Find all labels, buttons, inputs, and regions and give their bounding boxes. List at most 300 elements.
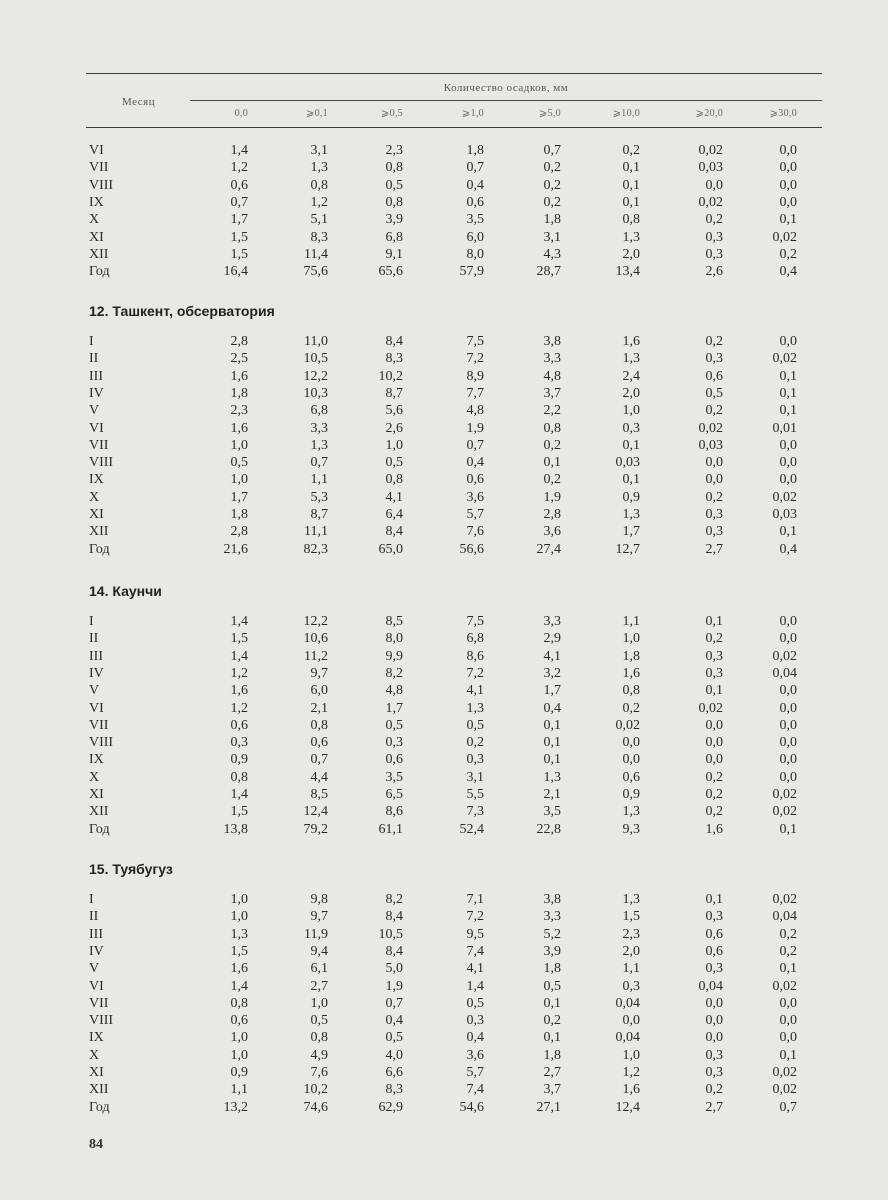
value-cell: 1,1	[230, 1082, 248, 1098]
month-cell: III	[89, 926, 103, 942]
value-cell: 0,3	[466, 1013, 484, 1029]
value-cell: 11,9	[304, 926, 328, 942]
value-cell: 0,1	[705, 614, 723, 629]
value-cell: 4,1	[385, 489, 403, 505]
value-cell: 0,2	[779, 926, 797, 942]
precipitation-header: Количество осадков, мм	[443, 82, 569, 94]
value-cell: 0,6	[385, 752, 403, 768]
value-cell: 8,2	[385, 665, 403, 681]
value-cell: 10,6	[303, 631, 328, 647]
table-row	[0, 614, 888, 631]
value-cell: 0,0	[705, 1030, 723, 1046]
value-cell: 0,2	[543, 437, 561, 453]
value-cell: 79,2	[303, 821, 328, 837]
table-row	[0, 1065, 888, 1082]
table-row	[0, 143, 888, 160]
value-cell: 22,8	[536, 821, 561, 837]
value-cell: 8,0	[385, 631, 403, 647]
value-cell: 0,5	[466, 717, 484, 733]
value-cell: 1,5	[230, 804, 248, 820]
value-cell: 13,8	[223, 821, 248, 837]
value-cell: 3,9	[385, 212, 403, 228]
value-cell: 0,0	[779, 160, 797, 176]
value-cell: 3,7	[543, 1082, 561, 1098]
value-cell: 0,04	[698, 978, 723, 994]
value-cell: 4,1	[466, 961, 484, 977]
table-row	[0, 631, 888, 648]
value-cell: 0,3	[230, 735, 248, 751]
value-cell: 0,02	[772, 787, 797, 802]
table-row	[0, 351, 888, 368]
month-cell: I	[89, 614, 94, 629]
value-cell: 0,2	[779, 943, 797, 959]
value-cell: 1,8	[543, 1047, 561, 1063]
value-cell: 0,2	[622, 700, 640, 716]
value-cell: 2,8	[230, 524, 248, 540]
month-cell: X	[89, 1047, 100, 1063]
value-cell: 0,9	[622, 787, 640, 802]
value-cell: 2,0	[622, 943, 640, 959]
value-cell: 0,6	[230, 177, 248, 193]
value-cell: 0,8	[385, 160, 403, 176]
value-cell: 27,1	[536, 1099, 561, 1115]
value-cell: 0,02	[772, 892, 797, 907]
value-cell: 0,8	[385, 194, 403, 210]
value-cell: 1,4	[230, 648, 248, 664]
table-row	[0, 701, 888, 718]
month-cell: VIII	[89, 455, 114, 471]
value-cell: 2,8	[230, 334, 248, 349]
column-header: ⩾30,0	[769, 108, 797, 119]
value-cell: 0,0	[779, 1013, 797, 1029]
value-cell: 2,9	[543, 631, 561, 647]
month-cell: I	[89, 334, 94, 349]
value-cell: 8,4	[385, 943, 403, 959]
value-cell: 0,03	[772, 507, 797, 522]
value-cell: 1,8	[466, 143, 484, 158]
value-cell: 0,02	[772, 648, 797, 664]
table-row	[0, 195, 888, 212]
value-cell: 0,02	[698, 143, 723, 158]
value-cell: 1,0	[230, 892, 248, 907]
value-cell: 2,4	[622, 368, 640, 384]
month-cell: X	[89, 769, 100, 785]
value-cell: 1,0	[385, 437, 403, 453]
value-cell: 0,7	[466, 437, 484, 453]
value-cell: 0,4	[466, 1030, 484, 1046]
value-cell: 16,4	[223, 264, 248, 280]
value-cell: 0,6	[622, 769, 640, 785]
value-cell: 0,1	[779, 368, 797, 384]
value-cell: 0,1	[543, 717, 561, 733]
value-cell: 12,2	[303, 368, 328, 384]
value-cell: 6,0	[466, 229, 484, 245]
value-cell: 2,1	[543, 787, 561, 802]
value-cell: 1,8	[622, 648, 640, 664]
month-column-header: Месяц	[122, 96, 156, 108]
value-cell: 0,3	[705, 665, 723, 681]
value-cell: 3,6	[543, 524, 561, 540]
value-cell: 4,1	[466, 683, 484, 699]
value-cell: 0,2	[705, 1082, 723, 1098]
value-cell: 9,7	[310, 665, 328, 681]
value-cell: 0,2	[779, 246, 797, 262]
value-cell: 2,7	[705, 1099, 723, 1115]
value-cell: 6,0	[310, 683, 328, 699]
value-cell: 28,7	[536, 264, 561, 280]
value-cell: 8,7	[310, 507, 328, 522]
station-title: 14. Каунчи	[89, 583, 162, 599]
table-row	[0, 961, 888, 978]
value-cell: 0,0	[779, 177, 797, 193]
value-cell: 0,8	[230, 995, 248, 1011]
value-cell: 9,3	[622, 821, 640, 837]
value-cell: 7,5	[466, 614, 484, 629]
value-cell: 1,8	[543, 961, 561, 977]
value-cell: 0,8	[310, 1030, 328, 1046]
month-cell: XI	[89, 507, 104, 522]
value-cell: 0,1	[622, 472, 640, 488]
value-cell: 2,3	[622, 926, 640, 942]
month-cell: III	[89, 368, 103, 384]
value-cell: 4,1	[543, 648, 561, 664]
value-cell: 2,0	[622, 246, 640, 262]
value-cell: 8,6	[385, 804, 403, 820]
table-row	[0, 804, 888, 821]
value-cell: 0,1	[622, 437, 640, 453]
value-cell: 1,0	[230, 1030, 248, 1046]
value-cell: 1,0	[622, 1047, 640, 1063]
value-cell: 0,1	[779, 821, 797, 837]
value-cell: 6,5	[385, 787, 403, 802]
month-cell: III	[89, 648, 103, 664]
value-cell: 0,0	[779, 700, 797, 716]
value-cell: 1,5	[230, 943, 248, 959]
value-cell: 0,3	[705, 507, 723, 522]
value-cell: 0,1	[543, 1030, 561, 1046]
value-cell: 1,6	[230, 420, 248, 436]
value-cell: 12,4	[303, 804, 328, 820]
station-title: 15. Туябугуз	[89, 861, 173, 877]
value-cell: 0,0	[705, 752, 723, 768]
month-cell: I	[89, 892, 94, 907]
value-cell: 0,1	[622, 160, 640, 176]
value-cell: 8,2	[385, 892, 403, 907]
value-cell: 1,3	[230, 926, 248, 942]
value-cell: 2,0	[622, 385, 640, 401]
value-cell: 0,0	[705, 455, 723, 471]
table-row	[0, 160, 888, 177]
value-cell: 0,5	[385, 1030, 403, 1046]
value-cell: 0,9	[230, 1065, 248, 1080]
table-row	[0, 524, 888, 541]
value-cell: 0,9	[622, 489, 640, 505]
value-cell: 13,4	[615, 264, 640, 280]
value-cell: 0,1	[705, 892, 723, 907]
value-cell: 0,0	[779, 717, 797, 733]
month-cell: V	[89, 683, 100, 699]
value-cell: 2,3	[385, 143, 403, 158]
month-cell: IV	[89, 385, 104, 401]
table-row	[0, 649, 888, 666]
value-cell: 1,0	[230, 437, 248, 453]
value-cell: 5,3	[310, 489, 328, 505]
value-cell: 2,2	[543, 403, 561, 419]
value-cell: 0,0	[779, 143, 797, 158]
value-cell: 0,0	[705, 735, 723, 751]
value-cell: 1,3	[622, 892, 640, 907]
value-cell: 1,3	[622, 804, 640, 820]
value-cell: 0,03	[698, 160, 723, 176]
month-cell: Год	[89, 1099, 110, 1115]
month-cell: IX	[89, 194, 104, 210]
value-cell: 7,6	[466, 524, 484, 540]
table-row	[0, 230, 888, 247]
value-cell: 0,0	[705, 717, 723, 733]
value-cell: 4,4	[310, 769, 328, 785]
value-cell: 0,8	[385, 472, 403, 488]
value-cell: 7,6	[310, 1065, 328, 1080]
value-cell: 8,3	[385, 1082, 403, 1098]
value-cell: 7,2	[466, 351, 484, 367]
table-top-rule	[86, 73, 822, 74]
value-cell: 1,3	[543, 769, 561, 785]
value-cell: 0,02	[772, 351, 797, 367]
value-cell: 0,2	[705, 489, 723, 505]
value-cell: 0,0	[779, 769, 797, 785]
value-cell: 0,4	[779, 264, 797, 280]
table-row	[0, 787, 888, 804]
value-cell: 1,3	[310, 160, 328, 176]
value-cell: 0,1	[779, 961, 797, 977]
value-cell: 0,2	[705, 787, 723, 802]
value-cell: 0,0	[779, 1030, 797, 1046]
month-cell: XII	[89, 524, 109, 540]
value-cell: 1,1	[622, 961, 640, 977]
value-cell: 61,1	[378, 821, 403, 837]
value-cell: 0,04	[615, 995, 640, 1011]
month-cell: XII	[89, 804, 109, 820]
table-row	[0, 1013, 888, 1030]
value-cell: 11,0	[304, 334, 328, 349]
value-cell: 82,3	[303, 541, 328, 557]
month-cell: Год	[89, 264, 110, 280]
value-cell: 3,5	[543, 804, 561, 820]
value-cell: 0,3	[622, 420, 640, 436]
value-cell: 8,9	[466, 368, 484, 384]
value-cell: 1,6	[230, 961, 248, 977]
value-cell: 0,7	[466, 160, 484, 176]
value-cell: 1,5	[622, 909, 640, 925]
month-cell: XI	[89, 787, 104, 802]
value-cell: 21,6	[223, 541, 248, 557]
value-cell: 0,0	[779, 683, 797, 699]
month-cell: VII	[89, 160, 109, 176]
value-cell: 0,8	[230, 769, 248, 785]
value-cell: 1,2	[622, 1065, 640, 1080]
value-cell: 0,0	[779, 437, 797, 453]
value-cell: 1,7	[230, 212, 248, 228]
value-cell: 0,5	[705, 385, 723, 401]
value-cell: 1,3	[622, 507, 640, 522]
month-cell: XI	[89, 1065, 104, 1080]
value-cell: 0,0	[779, 752, 797, 768]
value-cell: 0,2	[705, 631, 723, 647]
value-cell: 3,8	[543, 334, 561, 349]
value-cell: 0,1	[543, 735, 561, 751]
table-row	[0, 178, 888, 195]
month-cell: VI	[89, 978, 104, 994]
value-cell: 0,03	[698, 437, 723, 453]
value-cell: 1,0	[310, 995, 328, 1011]
value-cell: 0,2	[705, 403, 723, 419]
month-cell: VI	[89, 700, 104, 716]
value-cell: 0,04	[772, 665, 797, 681]
value-cell: 0,4	[466, 177, 484, 193]
value-cell: 0,6	[705, 943, 723, 959]
month-cell: XI	[89, 229, 104, 245]
value-cell: 0,6	[466, 194, 484, 210]
month-cell: II	[89, 909, 99, 925]
value-cell: 2,7	[705, 541, 723, 557]
value-cell: 1,4	[230, 978, 248, 994]
table-row	[0, 507, 888, 524]
value-cell: 1,6	[230, 683, 248, 699]
value-cell: 0,5	[230, 455, 248, 471]
value-cell: 1,8	[543, 212, 561, 228]
value-cell: 4,8	[466, 403, 484, 419]
table-row	[0, 770, 888, 787]
value-cell: 6,8	[310, 403, 328, 419]
value-cell: 0,2	[543, 177, 561, 193]
month-cell: II	[89, 351, 99, 367]
value-cell: 4,9	[310, 1047, 328, 1063]
value-cell: 0,8	[310, 717, 328, 733]
value-cell: 1,1	[622, 614, 640, 629]
value-cell: 8,7	[385, 385, 403, 401]
value-cell: 0,0	[705, 177, 723, 193]
table-row	[0, 264, 888, 281]
value-cell: 3,5	[466, 212, 484, 228]
value-cell: 74,6	[303, 1099, 328, 1115]
value-cell: 12,4	[615, 1099, 640, 1115]
table-row	[0, 1100, 888, 1117]
value-cell: 57,9	[459, 264, 484, 280]
value-cell: 52,4	[459, 821, 484, 837]
value-cell: 0,0	[705, 472, 723, 488]
table-row	[0, 438, 888, 455]
value-cell: 0,5	[466, 995, 484, 1011]
column-header: ⩾1,0	[461, 108, 484, 119]
value-cell: 5,7	[466, 507, 484, 522]
table-row	[0, 1030, 888, 1047]
value-cell: 0,7	[230, 194, 248, 210]
value-cell: 0,2	[705, 212, 723, 228]
table-row	[0, 1082, 888, 1099]
value-cell: 0,04	[772, 909, 797, 925]
column-header: ⩾10,0	[612, 108, 640, 119]
value-cell: 1,3	[622, 351, 640, 367]
value-cell: 1,0	[230, 1047, 248, 1063]
value-cell: 9,7	[310, 909, 328, 925]
month-cell: VII	[89, 995, 109, 1011]
value-cell: 0,3	[385, 735, 403, 751]
value-cell: 27,4	[536, 541, 561, 557]
value-cell: 0,6	[466, 472, 484, 488]
station-title: 12. Ташкент, обсерватория	[89, 303, 275, 319]
value-cell: 0,2	[705, 334, 723, 349]
column-header: ⩾5,0	[538, 108, 561, 119]
value-cell: 0,7	[543, 143, 561, 158]
table-row	[0, 455, 888, 472]
month-cell: V	[89, 403, 100, 419]
value-cell: 6,8	[466, 631, 484, 647]
value-cell: 0,7	[310, 752, 328, 768]
value-cell: 8,3	[385, 351, 403, 367]
month-cell: II	[89, 631, 99, 647]
value-cell: 0,01	[772, 420, 797, 436]
value-cell: 0,5	[385, 177, 403, 193]
month-cell: V	[89, 961, 100, 977]
value-cell: 1,0	[622, 403, 640, 419]
value-cell: 0,2	[622, 143, 640, 158]
value-cell: 8,0	[466, 246, 484, 262]
value-cell: 10,2	[303, 1082, 328, 1098]
value-cell: 3,2	[543, 665, 561, 681]
month-cell: IX	[89, 1030, 104, 1046]
month-cell: XII	[89, 246, 109, 262]
value-cell: 0,8	[622, 212, 640, 228]
month-cell: VIII	[89, 177, 114, 193]
value-cell: 0,02	[772, 1082, 797, 1098]
value-cell: 3,3	[543, 909, 561, 925]
month-cell: Год	[89, 541, 110, 557]
value-cell: 0,2	[705, 769, 723, 785]
value-cell: 5,5	[466, 787, 484, 802]
table-row	[0, 683, 888, 700]
table-row	[0, 944, 888, 961]
column-header: ⩾20,0	[695, 108, 723, 119]
value-cell: 0,2	[543, 1013, 561, 1029]
value-cell: 5,7	[466, 1065, 484, 1080]
month-cell: IV	[89, 665, 104, 681]
value-cell: 1,9	[543, 489, 561, 505]
value-cell: 0,4	[385, 1013, 403, 1029]
value-cell: 0,02	[615, 717, 640, 733]
value-cell: 8,3	[310, 229, 328, 245]
column-header: ⩾0,5	[380, 108, 403, 119]
value-cell: 13,2	[223, 1099, 248, 1115]
value-cell: 1,6	[622, 665, 640, 681]
month-cell: VIII	[89, 735, 114, 751]
value-cell: 0,04	[615, 1030, 640, 1046]
header-bottom-rule	[86, 127, 822, 128]
value-cell: 1,6	[622, 334, 640, 349]
value-cell: 0,3	[705, 246, 723, 262]
table-row	[0, 472, 888, 489]
value-cell: 1,7	[622, 524, 640, 540]
value-cell: 0,8	[622, 683, 640, 699]
value-cell: 3,6	[466, 1047, 484, 1063]
value-cell: 0,0	[779, 194, 797, 210]
month-cell: VII	[89, 437, 109, 453]
value-cell: 1,5	[230, 246, 248, 262]
value-cell: 0,3	[705, 351, 723, 367]
value-cell: 0,5	[385, 717, 403, 733]
value-cell: 3,3	[310, 420, 328, 436]
value-cell: 4,0	[385, 1047, 403, 1063]
value-cell: 0,7	[779, 1099, 797, 1115]
